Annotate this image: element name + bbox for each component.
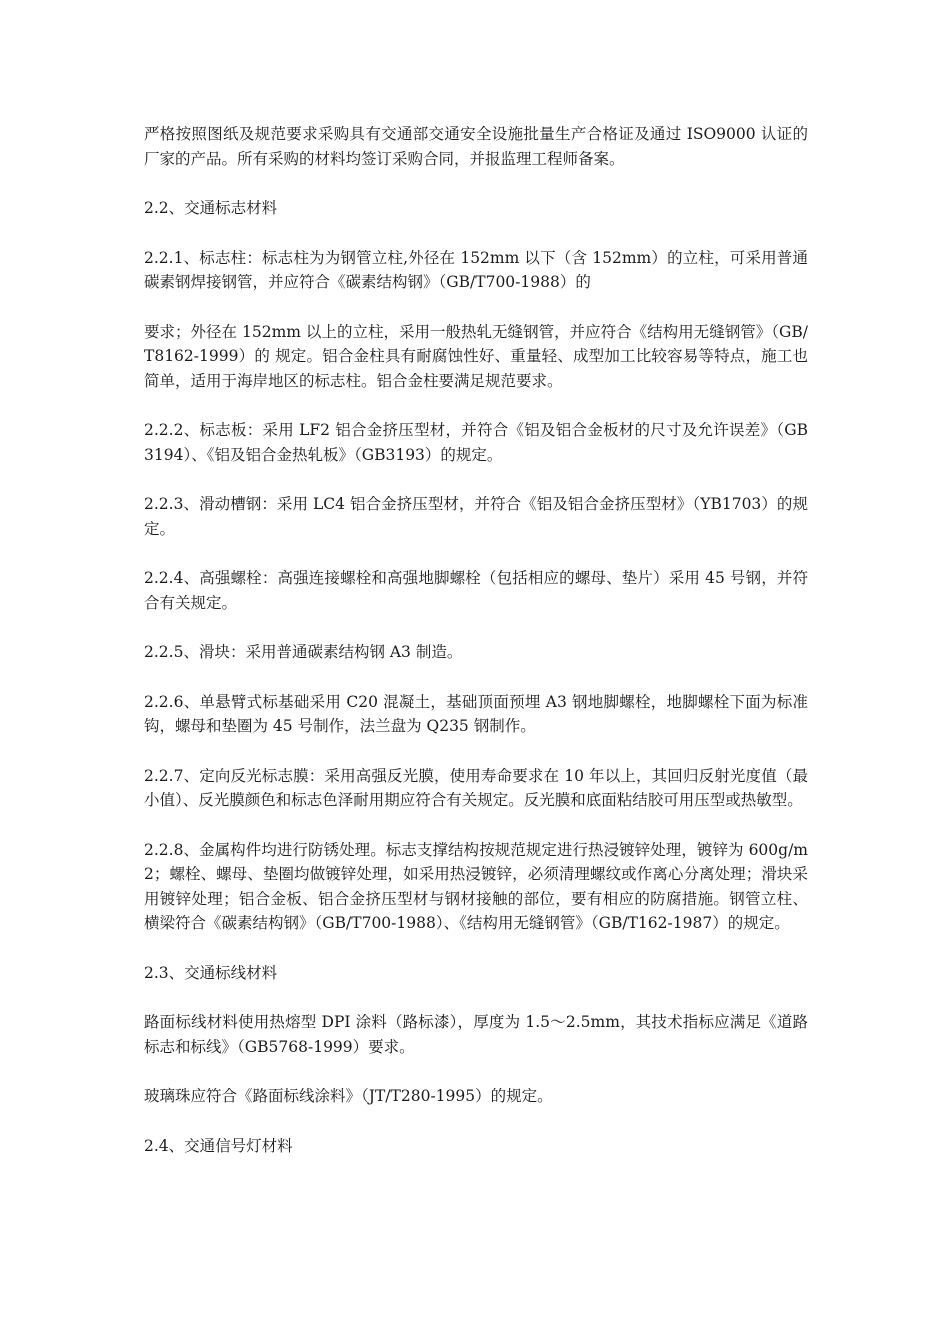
paragraph-2-2-6: 2.2.6、单悬臂式标基础采用 C20 混凝土，基础顶面预埋 A3 钢地脚螺栓，地脚螺栓下面为标准钩，螺母和垫圈为 45 号制作，法兰盘为 Q235 钢制作。 xyxy=(144,692,808,735)
paragraph-procurement: 严格按照图纸及规范要求采购具有交通部交通安全设施批量生产合格证及通过 ISO9000 认证的厂家的产品。所有采购的材料均签订采购合同，并报监理工程师备案。 xyxy=(144,125,808,168)
paragraph-2-2-2: 2.2.2、标志板：采用 LF2 铝合金挤压型材，并符合《铝及铝合金板材的尺寸及允许误差》（GB3194）、《铝及铝合金热轧板》（GB3193）的规定。 xyxy=(144,421,808,464)
paragraph-2-2-4: 2.2.4、高强螺栓：高强连接螺栓和高强地脚螺栓（包括相应的螺母、垫片）采用 45 号钢，并符合有关规定。 xyxy=(144,569,808,612)
section-heading-2-3: 2.3、交通标线材料 xyxy=(144,963,278,982)
paragraph-glass-beads: 玻璃珠应符合《路面标线涂料》（JT/T280-1995）的规定。 xyxy=(144,1087,553,1105)
paragraph-2-2-1: 2.2.1、标志柱：标志柱为为钢管立柱,外径在 152mm 以下（含 152mm）的立柱，可采用普通碳素钢焊接钢管，并应符合《碳素结构钢》（GB/T700-1988）的 xyxy=(144,248,808,291)
paragraph-2-2-5: 2.2.5、滑块：采用普通碳素结构钢 A3 制造。 xyxy=(144,643,463,661)
paragraph-2-2-1-continued: 要求；外径在 152mm 以上的立柱，采用一般热轧无缝钢管，并应符合《结构用无缝钢管》（GB/T8162-1999）的 规定。铝合金柱具有耐腐蚀性好、重量轻、成型加工比较容易等特点，施工也简单，适用于海岸地区的标志柱。铝合金柱要满足规范要求。 xyxy=(144,322,808,390)
section-heading-2-4: 2.4、交通信号灯材料 xyxy=(144,1136,293,1155)
document-body xyxy=(144,122,808,1183)
paragraph-2-2-7: 2.2.7、定向反光标志膜：采用高强反光膜，使用寿命要求在 10 年以上，其回归反射光度值（最小值）、反光膜颜色和标志色泽耐用期应符合有关规定。反光膜和底面粘结胶可用压型或热敏型。 xyxy=(144,766,808,809)
paragraph-2-2-8: 2.2.8、金属构件均进行防锈处理。标志支撑结构按规范规定进行热浸镀锌处理，镀锌为 600g/m2；螺栓、螺母、垫圈均做镀锌处理，如采用热浸镀锌，必须清理螺纹或作离心分离处理；滑块采用镀锌处理；铝合金板、铝合金挤压型材与钢材接触的部位，要有相应的防腐措施。钢管立柱、横梁符合《碳素结构钢》（GB/T700-1988）、《结构用无缝钢管》（GB/T162-1987）的规定。 xyxy=(144,840,808,932)
paragraph-2-2-3: 2.2.3、滑动槽钢：采用 LC4 铝合金挤压型材，并符合《铝及铝合金挤压型材》（YB1703）的规定。 xyxy=(144,495,808,538)
paragraph-marking-paint: 路面标线材料使用热熔型 DPI 涂料（路标漆），厚度为 1.5～2.5mm，其技术指标应满足《道路标志和标线》（GB5768-1999）要求。 xyxy=(144,1013,808,1056)
section-heading-2-2: 2.2、交通标志材料 xyxy=(144,199,278,217)
